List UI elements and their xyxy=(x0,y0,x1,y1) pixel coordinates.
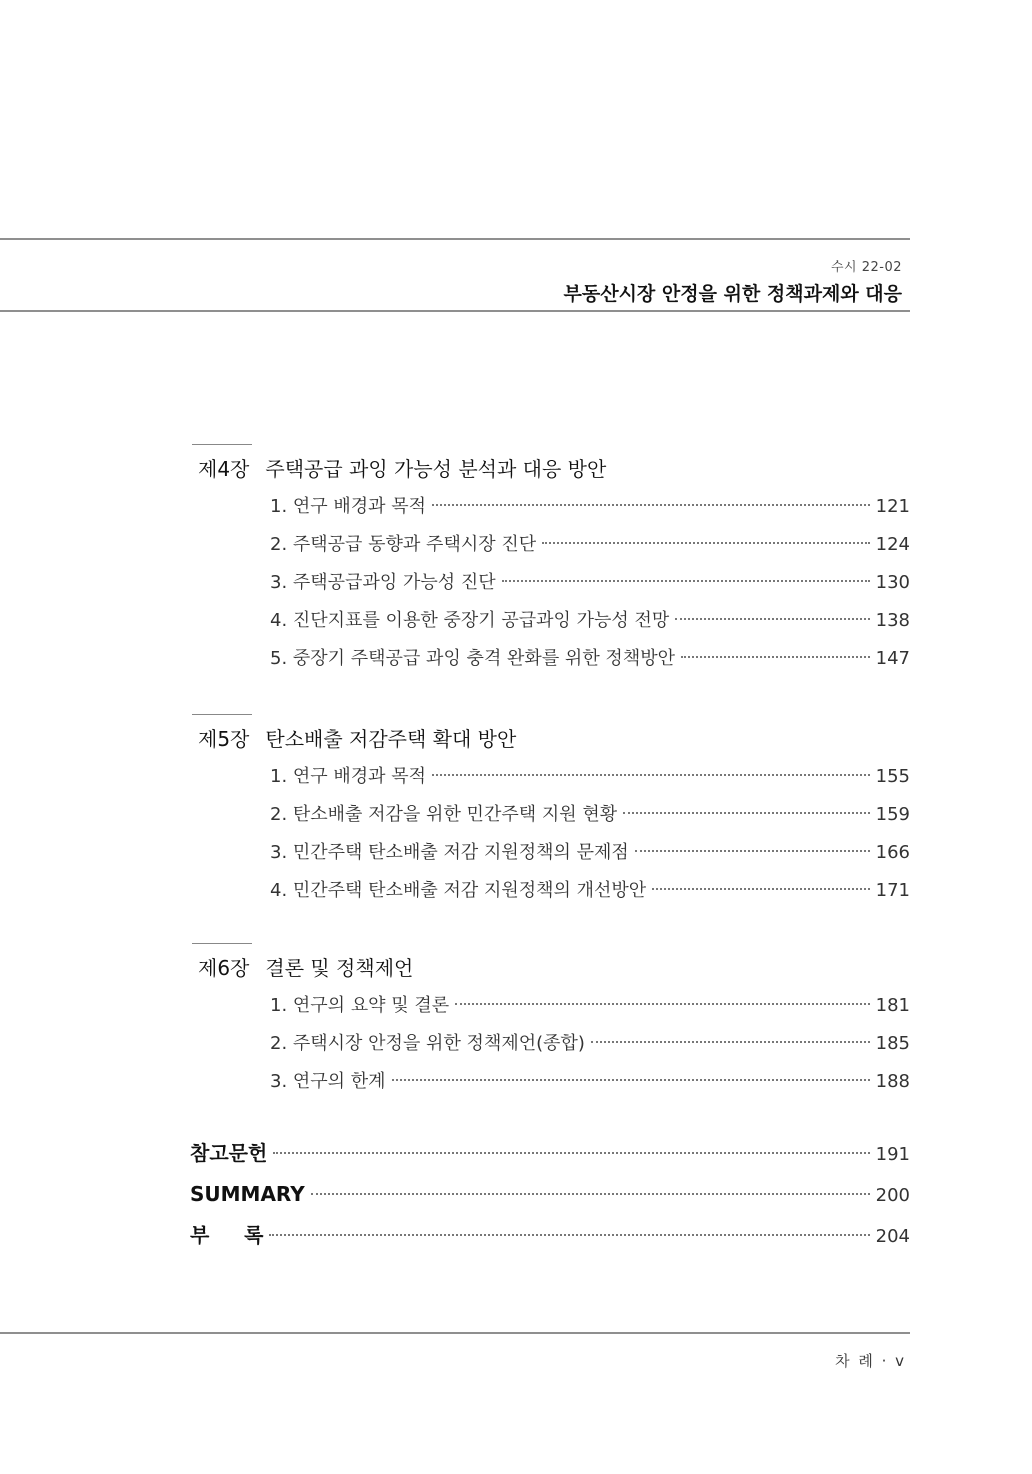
toc-entry-label: 5. 중장기 주택공급 과잉 충격 완화를 위한 정책방안 xyxy=(270,648,675,669)
header-bottom-rule xyxy=(0,310,910,312)
leader-dots xyxy=(455,1002,869,1005)
leader-dots xyxy=(392,1078,870,1081)
leader-dots xyxy=(591,1040,870,1043)
toc-entry-appendix[interactable] xyxy=(190,1215,910,1256)
leader-dots xyxy=(542,541,870,544)
chapter-name: 결론 및 정책제언 xyxy=(265,956,414,980)
toc-entry[interactable] xyxy=(192,796,910,834)
chapter-6 xyxy=(192,943,910,1101)
toc-entry-label: 1. 연구 배경과 목적 xyxy=(270,496,427,517)
footer-rule xyxy=(0,1332,910,1334)
toc-entry[interactable] xyxy=(192,602,910,640)
toc-page-number: 181 xyxy=(875,995,910,1016)
toc-entry-label: 3. 민간주택 탄소배출 저감 지원정책의 문제점 xyxy=(270,842,629,863)
toc-entry[interactable] xyxy=(192,526,910,564)
toc-entry[interactable] xyxy=(192,1063,910,1101)
toc-entry-references[interactable] xyxy=(190,1133,910,1174)
toc-page-number: 155 xyxy=(875,766,910,787)
leader-dots xyxy=(432,503,870,506)
leader-dots xyxy=(269,1233,869,1236)
report-title: 부동산시장 안정을 위한 정책과제와 대응 xyxy=(563,283,902,305)
toc-entry-label: 부 록 xyxy=(190,1223,264,1247)
leader-dots xyxy=(675,617,869,620)
toc-page-number: 124 xyxy=(875,534,910,555)
chapter-title xyxy=(192,724,910,754)
toc-entry-label: 3. 연구의 한계 xyxy=(270,1071,386,1092)
toc-entry-label: 3. 주택공급과잉 가능성 진단 xyxy=(270,572,496,593)
leader-dots xyxy=(652,887,869,890)
chapter-number: 제6장 xyxy=(198,956,250,980)
leader-dots xyxy=(623,811,870,814)
toc-entry[interactable] xyxy=(192,1025,910,1063)
toc-page-number: 191 xyxy=(875,1144,910,1165)
chapter-title xyxy=(192,953,910,983)
toc-page-number: 138 xyxy=(875,610,910,631)
toc-page-number: 188 xyxy=(875,1071,910,1092)
leader-dots xyxy=(502,579,870,582)
toc-page-number: 147 xyxy=(875,648,910,669)
report-code: 수시 22-02 xyxy=(830,260,902,275)
chapter-name: 주택공급 과잉 가능성 분석과 대응 방안 xyxy=(265,457,607,481)
leader-dots xyxy=(432,773,870,776)
chapter-title xyxy=(192,454,910,484)
chapter-number: 제5장 xyxy=(198,727,250,751)
chapter-divider xyxy=(192,444,252,445)
chapter-number: 제4장 xyxy=(198,457,250,481)
toc-entry-label: 4. 민간주택 탄소배출 저감 지원정책의 개선방안 xyxy=(270,880,647,901)
chapter-4 xyxy=(192,444,910,678)
toc-entry-label: 2. 주택시장 안정을 위한 정책제언(종합) xyxy=(270,1033,585,1054)
toc-entry-label: 4. 진단지표를 이용한 중장기 공급과잉 가능성 전망 xyxy=(270,610,670,631)
chapter-divider xyxy=(192,714,252,715)
toc-page-number: 200 xyxy=(875,1185,910,1206)
toc-page-number: 121 xyxy=(875,496,910,517)
toc-page-number: 130 xyxy=(875,572,910,593)
toc-entry-label: SUMMARY xyxy=(190,1182,305,1206)
page-footer: 차 례 · v xyxy=(835,1352,906,1370)
toc-entry[interactable] xyxy=(192,564,910,602)
leader-dots xyxy=(311,1192,870,1195)
back-matter xyxy=(190,1133,910,1256)
toc-entry[interactable] xyxy=(192,987,910,1025)
toc-entry-label: 1. 연구의 요약 및 결론 xyxy=(270,995,450,1016)
chapter-divider xyxy=(192,943,252,944)
toc-entry-label: 1. 연구 배경과 목적 xyxy=(270,766,427,787)
chapter-5 xyxy=(192,714,910,910)
chapter-name: 탄소배출 저감주택 확대 방안 xyxy=(265,727,517,751)
leader-dots xyxy=(635,849,870,852)
leader-dots xyxy=(273,1151,869,1154)
toc-page-number: 159 xyxy=(875,804,910,825)
toc-entry-summary[interactable] xyxy=(190,1174,910,1215)
toc-entry[interactable] xyxy=(192,640,910,678)
toc-page-number: 166 xyxy=(875,842,910,863)
toc-page-number: 204 xyxy=(875,1226,910,1247)
toc-page-number: 171 xyxy=(875,880,910,901)
toc-entry-label: 참고문헌 xyxy=(190,1141,268,1165)
header-top-rule xyxy=(0,238,910,240)
toc-entry-label: 2. 탄소배출 저감을 위한 민간주택 지원 현황 xyxy=(270,804,618,825)
toc-entry[interactable] xyxy=(192,758,910,796)
toc-entry[interactable] xyxy=(192,834,910,872)
leader-dots xyxy=(681,655,870,658)
toc-entry-label: 2. 주택공급 동향과 주택시장 진단 xyxy=(270,534,537,555)
toc-entry[interactable] xyxy=(192,488,910,526)
toc-page-number: 185 xyxy=(875,1033,910,1054)
toc-entry[interactable] xyxy=(192,872,910,910)
